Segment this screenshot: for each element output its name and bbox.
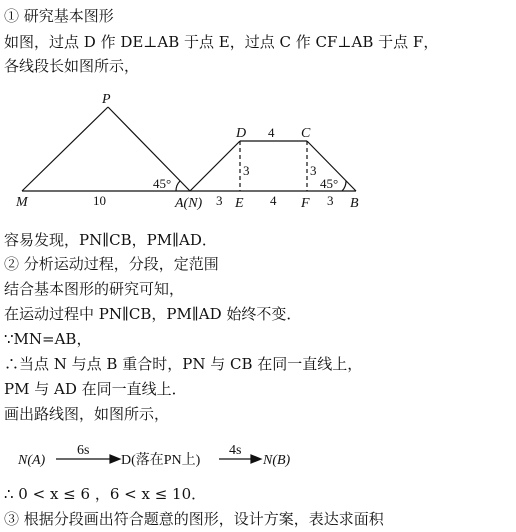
route-arrow-1-head	[110, 455, 120, 463]
section1-line2: 各线段长如图所示，	[4, 57, 140, 75]
angle-arc-right	[342, 181, 346, 191]
text-line-1: 容易发现，PN∥CB，PM∥AD．	[4, 231, 217, 249]
angle-label-left: 45°	[153, 176, 172, 191]
text-line-3: 结合基本图形的研究可知，	[4, 280, 185, 298]
section2-heading: ② 分析运动过程，分段，定范围	[4, 255, 219, 273]
angle-arc-left	[176, 181, 180, 191]
route-middle: D(落在PN上)	[121, 453, 201, 468]
length-dc: 4	[268, 125, 275, 140]
length-cf: 3	[310, 163, 317, 178]
range-line: ∴ 0 < x ≤ 6 ，6 < x ≤ 10．	[4, 485, 207, 503]
text-line-8: 画出路线图，如图所示，	[4, 405, 170, 423]
length-de: 3	[243, 163, 250, 178]
label-p: P	[102, 92, 111, 107]
segment-pm	[22, 107, 108, 191]
text-line-6: ∴当点 N 与点 B 重合时，PN 与 CB 在同一直线上，	[4, 355, 363, 373]
section1-line1: 如图，过点 D 作 DE⊥AB 于点 E，过点 C 作 CF⊥AB 于点 F，	[4, 33, 439, 51]
length-fb: 3	[327, 193, 334, 208]
route-time-2: 4s	[229, 443, 242, 458]
route-end: N(B)	[263, 453, 291, 468]
label-f: F	[301, 196, 310, 211]
text-line-5: ∵MN=AB，	[4, 330, 92, 348]
length-ae: 3	[216, 193, 223, 208]
segment-ad	[190, 141, 240, 191]
route-start: N(A)	[18, 453, 46, 468]
section1-heading: ① 研究基本图形	[4, 7, 114, 25]
label-d: D	[236, 126, 247, 141]
segment-pa	[108, 107, 190, 191]
length-ma: 10	[93, 193, 106, 208]
route-arrow-2-head	[251, 455, 261, 463]
angle-label-right: 45°	[320, 176, 339, 191]
length-ef: 4	[270, 193, 277, 208]
label-b: B	[350, 196, 359, 211]
route-time-1: 6s	[77, 443, 90, 458]
text-line-4: 在运动过程中 PN∥CB，PM∥AD 始终不变．	[4, 305, 302, 323]
label-a-n: A(N)	[175, 196, 203, 211]
text-line-7: PM 与 AD 在同一直线上．	[4, 380, 187, 398]
label-c: C	[301, 126, 311, 141]
label-m: M	[16, 195, 28, 210]
label-e: E	[235, 196, 244, 211]
section3-heading: ③ 根据分段画出符合题意的图形，设计方案，表达求面积	[4, 510, 384, 528]
